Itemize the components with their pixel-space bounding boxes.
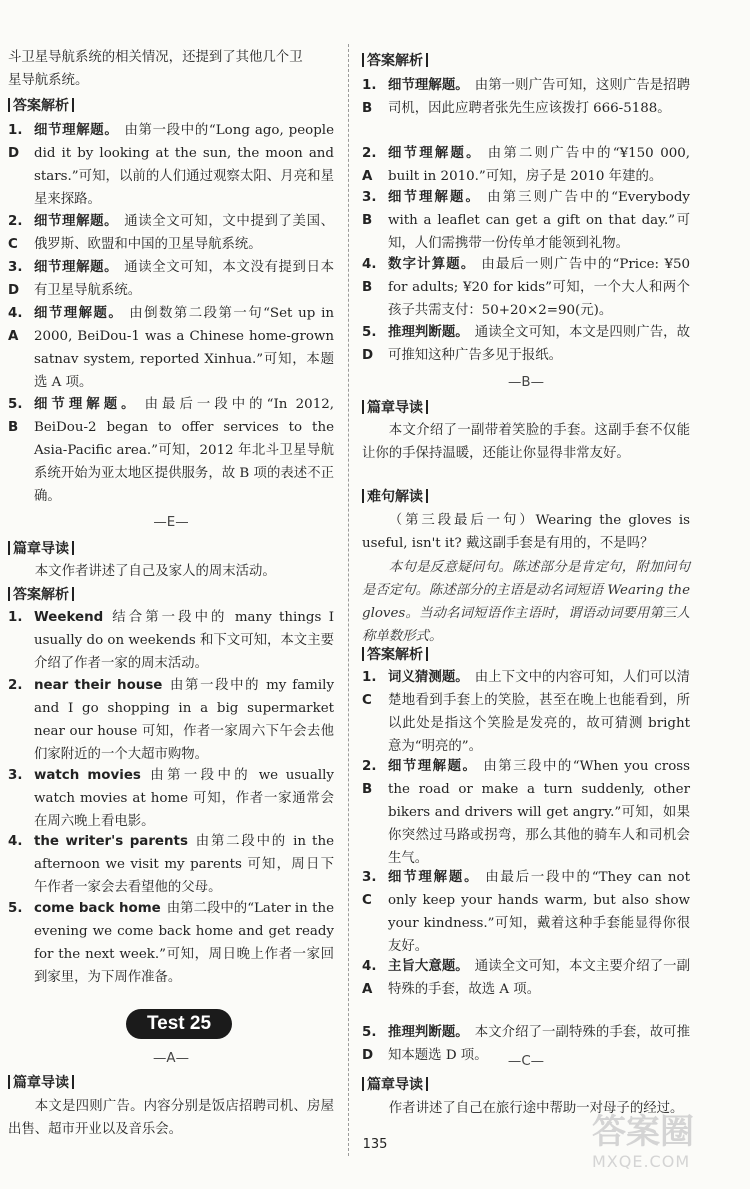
section-a-label: —A—: [153, 1051, 189, 1066]
guide-text: 本文作者讲述了自己及家人的周末活动。: [34, 564, 276, 579]
guide-heading: 篇章导读: [8, 538, 334, 560]
watermark-line-1: 答案圈: [592, 1112, 694, 1152]
answer-item: 3. C 细节理解题。 由最后一段中的“They can not only keep your hands warm, but also show your kindness.”可知，戴着这种手套能显得你很友好。: [362, 870, 690, 954]
guide-heading: 篇章导读: [362, 1074, 690, 1096]
answers-heading: 答案解析: [362, 50, 690, 72]
answer-item: 3. B 细节理解题。 由第三则广告中的“Everybody with a leaflet can get a gift on that day.”可知，人们需携带一份传单才能领到礼物。: [362, 190, 690, 251]
guide-text: 本文是四则广告。内容分别是饭店招聘司机、房屋出售、超市开业以及音乐会。: [8, 1099, 334, 1137]
answer-item: 3. D 细节理解题。 通读全文可知，本文没有提到日本有卫星导航系统。: [8, 260, 335, 298]
hard-sentence-heading: 难句解读: [362, 486, 690, 508]
guide-heading: 篇章导读: [362, 397, 690, 419]
page-number: 135: [362, 1137, 388, 1152]
hard-sentence: （第三段最后一句）Wearing the gloves is useful, isn't it? 戴这副手套是有用的，不是吗？: [362, 513, 690, 551]
answer-item: 5. B 细节理解题。 由最后一段中的“In 2012, BeiDou-2 began to offer services to the Asia-Pacific area.”可知，2012 年北斗卫星导航系统开始为亚太地区提供服务，故 B 项的表述不正确。: [8, 397, 334, 504]
answer-item: 1. C 词义猜测题。 由上下文中的内容可知，人们可以清楚地看到手套上的笑脸，甚至在晚上也能看到，所以此处是指这个笑脸是发亮的，故可猜测 bright 意为“明亮的”。: [362, 670, 691, 754]
answer-item: 2. B 细节理解题。 由第三段中的“When you cross the road or make a turn suddenly, other bikers and drivers will get angry.”可知，如果你突然过马路或拐弯，那么其他的骑车人和司机会生气。: [362, 759, 690, 866]
answer-item: 1. D 细节理解题。 由第一段中的“Long ago, people did it by looking at the sun, the moon and stars.”可知，以前的人们通过观察太阳、月亮和星星来探路。: [8, 123, 334, 207]
hard-sentence-explanation: 本句是反意疑问句。陈述部分是肯定句，附加问句是否定句。陈述部分的主语是动名词短语 Wearing the gloves。当动名词短语作主语时，谓语动词要用第三人称单数形式。: [362, 560, 690, 644]
answer-item: 5. D 推理判断题。 通读全文可知，本文是四则广告，故可推知这种广告多见于报纸。: [362, 325, 691, 363]
answer-item: 4. the writer's parents 由第二段中的 in the afternoon we visit my parents 可知，周日下午作者一家会去看望他的父母。: [8, 834, 334, 895]
answer-item: 4. A 主旨大意题。 通读全文可知，本文主要介绍了一副特殊的手套，故选 A 项。: [362, 959, 691, 997]
column-divider: [348, 44, 349, 1156]
answer-item: 1. Weekend 结合第一段中的 many things I usually do on weekends 和下文可知，本文主要介绍了作者一家的周末活动。: [8, 610, 334, 671]
answer-item: 5. come back home 由第二段中的“Later in the evening we come back home and get ready for the next week.”可知，周日晚上作者一家回到家里，为下周作准备。: [8, 901, 335, 985]
watermark-line-2: MXQE.COM: [592, 1152, 691, 1171]
answer-item: 3. watch movies 由第一段中的 we usually watch movies at home 可知，作者一家通常会在周六晚上看电影。: [8, 768, 334, 829]
answer-item: 2. A 细节理解题。 由第二则广告中的“¥150 000, built in 2010.”可知，房子是 2010 年建的。: [362, 146, 691, 184]
left-intro-text: 斗卫星导航系统的相关情况，还提到了其他几个卫 星导航系统。: [8, 50, 303, 88]
answer-item: 4. A 细节理解题。 由倒数第二段第一句“Set up in 2000, BeiDou-1 was a Chinese home-grown satnav system, reported Xinhua.”可知，本题选 A 项。: [8, 306, 334, 390]
watermark-logo: [592, 1112, 732, 1182]
guide-heading: 篇章导读: [8, 1072, 334, 1094]
answer-item: 4. B 数字计算题。 由最后一则广告中的“Price: ¥50 for adults; ¥20 for kids”可知，一个大人和两个孩子共需支付：50+20×2=90(元)。: [362, 257, 691, 318]
section-e-label: —E—: [153, 515, 189, 530]
section-b-label: —B—: [508, 375, 544, 390]
section-c-label: —C—: [507, 1054, 545, 1069]
answers-heading: 答案解析: [8, 584, 334, 606]
answer-item: 2. C 细节理解题。 通读全文可知，文中提到了美国、俄罗斯、欧盟和中国的卫星导航系统。: [8, 214, 335, 252]
answer-item: 5. D 推理判断题。 本文介绍了一副特殊的手套，故可推知本题选 D 项。: [362, 1025, 691, 1063]
answer-item: 1. B 细节理解题。 由第一则广告可知，这则广告是招聘司机，因此应聘者张先生应该拨打 666-5188。: [362, 78, 691, 116]
test-number-badge: Test 25: [126, 1009, 232, 1039]
answer-item: 2. near their house 由第一段中的 my family and I go shopping in a big supermarket near our house 可知，作者一家周六下午会去他们家附近的一个大超市购物。: [8, 678, 335, 762]
guide-text: 作者讲述了自己在旅行途中帮助一对母子的经过。: [388, 1101, 684, 1116]
answers-heading: 答案解析: [8, 95, 334, 117]
answers-heading: 答案解析: [362, 644, 690, 666]
guide-text: 本文介绍了一副带着笑脸的手套。这副手套不仅能让你的手保持温暖，还能让你显得非常友好。: [362, 423, 690, 461]
